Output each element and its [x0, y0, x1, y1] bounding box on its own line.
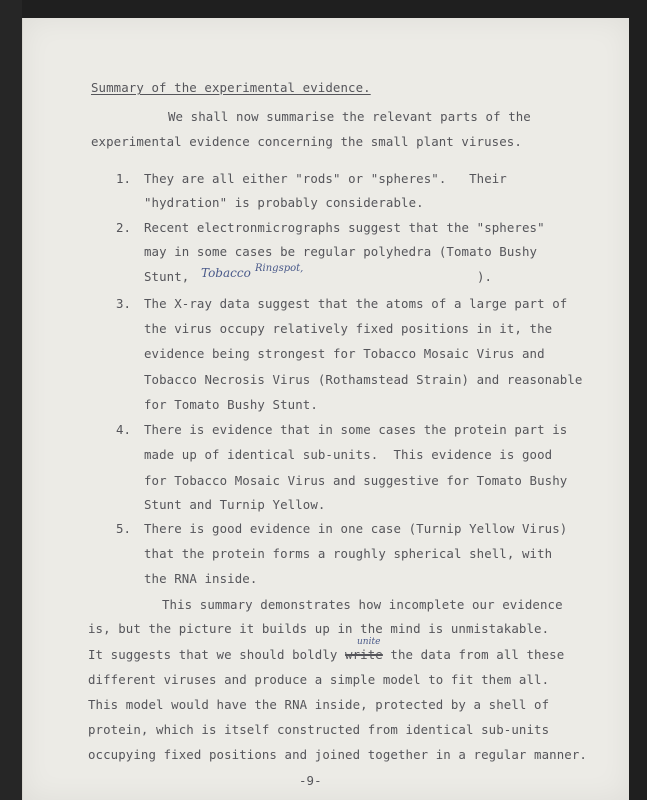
- item-5-line-1: There is good evidence in one case (Turnip Yellow Virus): [144, 521, 568, 536]
- item-3-line-4: Tobacco Necrosis Virus (Rothamstead Strain) and reasonable: [144, 372, 583, 387]
- summary-line-7: occupying fixed positions and joined together in a regular manner.: [88, 747, 587, 762]
- scan-border-right: [628, 0, 647, 800]
- item-3-line-2: the virus occupy relatively fixed positions in it, the: [144, 321, 553, 336]
- item-2-line-2: may in some cases be regular polyhedra (Tomato Bushy: [144, 244, 538, 259]
- item-4-line-4: Stunt and Turnip Yellow.: [144, 497, 326, 512]
- item-number: 3.: [116, 296, 132, 311]
- item-2-closing: ).: [477, 269, 493, 284]
- item-number: 1.: [116, 171, 132, 186]
- intro-line-1: We shall now summarise the relevant parts of the: [168, 109, 531, 124]
- handwritten-insertion: Tobacco: [201, 266, 251, 280]
- summary-line-3-end: the data from all these: [382, 647, 565, 662]
- scan-border-left: [0, 0, 22, 800]
- item-2-line-1: Recent electronmicrographs suggest that the "spheres": [144, 220, 545, 235]
- item-4-line-2: made up of identical sub-units. This evidence is good: [144, 447, 553, 462]
- summary-line-1: This summary demonstrates how incomplete our evidence: [162, 597, 563, 612]
- item-1-line-2: "hydration" is probably considerable.: [144, 195, 424, 210]
- item-2-line-3: Stunt,: [144, 269, 190, 284]
- item-number: 2.: [116, 220, 132, 235]
- item-3-line-5: for Tomato Bushy Stunt.: [144, 397, 318, 412]
- item-number: 4.: [116, 422, 132, 437]
- item-5-line-3: the RNA inside.: [144, 571, 258, 586]
- intro-line-2: experimental evidence concerning the small plant viruses.: [91, 134, 522, 149]
- item-3-line-3: evidence being strongest for Tobacco Mosaic Virus and: [144, 346, 545, 361]
- summary-line-3-start: It suggests that we should boldly: [88, 647, 346, 662]
- summary-line-2: is, but the picture it builds up in the mind is unmistakable.: [88, 621, 550, 636]
- item-4-line-1: There is evidence that in some cases the protein part is: [144, 422, 568, 437]
- item-4-line-3: for Tobacco Mosaic Virus and suggestive for Tomato Bushy: [144, 473, 568, 488]
- handwritten-insertion: Ringspot,: [255, 263, 304, 274]
- item-5-line-2: that the protein forms a roughly spherical shell, with: [144, 546, 553, 561]
- page-number: -9-: [299, 773, 322, 788]
- summary-line-6: protein, which is itself constructed from identical sub-units: [88, 722, 550, 737]
- summary-line-4: different viruses and produce a simple model to fit them all.: [88, 672, 550, 687]
- summary-line-3: [88, 647, 564, 662]
- item-3-line-1: The X-ray data suggest that the atoms of a large part of: [144, 296, 568, 311]
- handwritten-correction: unite: [357, 637, 381, 647]
- summary-line-5: This model would have the RNA inside, protected by a shell of: [88, 697, 550, 712]
- item-number: 5.: [116, 521, 132, 536]
- section-heading: Summary of the experimental evidence.: [91, 80, 371, 95]
- item-1-line-1: They are all either "rods" or "spheres". Their: [144, 171, 507, 186]
- struck-word: write: [345, 647, 383, 662]
- scan-border-top: [0, 0, 647, 18]
